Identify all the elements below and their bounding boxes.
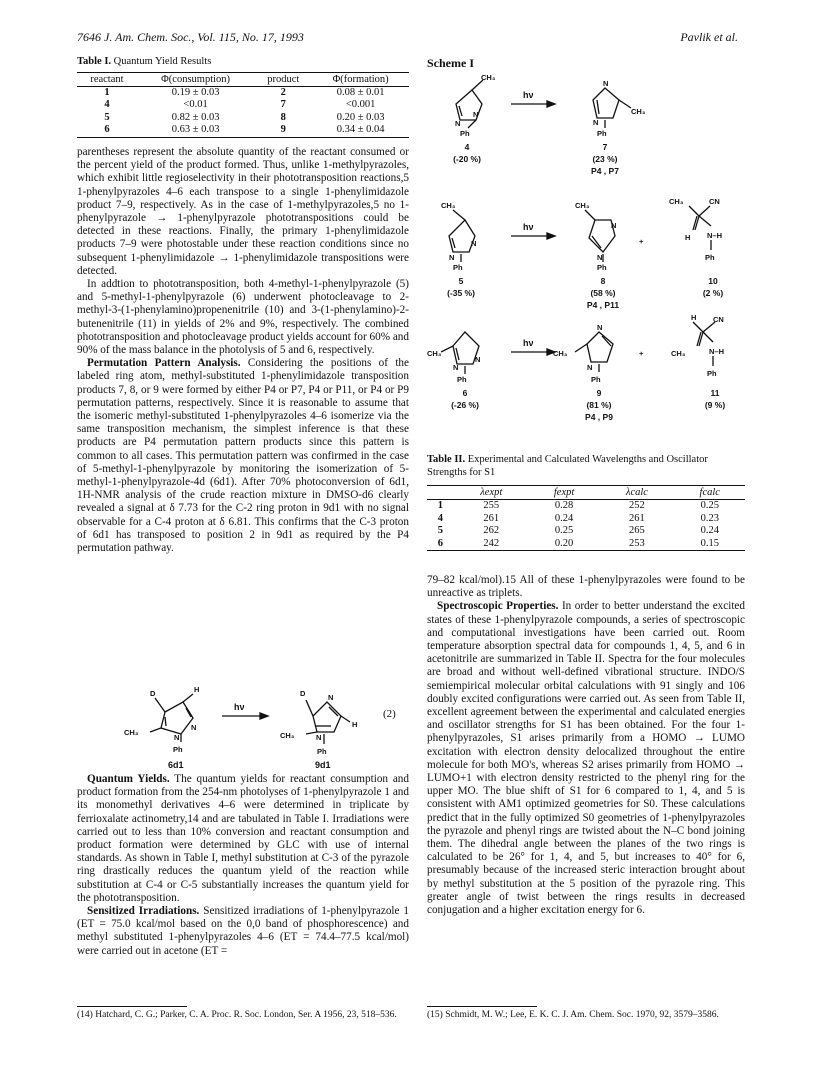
table-2-header: fcalc [699, 487, 720, 498]
svg-text:CH₃: CH₃ [553, 349, 568, 358]
svg-text:Ph: Ph [173, 745, 183, 754]
svg-text:CH₃: CH₃ [481, 73, 496, 82]
svg-text:N–H: N–H [707, 231, 723, 240]
paragraph [427, 600, 745, 917]
section-heading: Spectroscopic Properties. [437, 600, 559, 613]
table-1-grid [77, 72, 409, 138]
equation-number: (2) [383, 708, 396, 720]
yield-label: (2 %) [702, 288, 724, 298]
table-cell: 0.24 [700, 525, 719, 536]
table-2 [427, 454, 745, 551]
svg-text:N: N [316, 733, 322, 742]
table-cell: 0.24 [554, 512, 574, 524]
svg-text:Ph: Ph [457, 375, 467, 384]
paragraph [77, 773, 409, 905]
table-cell: 0.20 [554, 537, 574, 549]
table-cell: 0.25 [554, 525, 574, 536]
table-cell: 242 [483, 537, 500, 549]
table-row [427, 513, 745, 526]
svg-text:N–H: N–H [709, 347, 725, 356]
svg-text:N: N [597, 323, 603, 332]
yield-label: (-20 %) [453, 154, 481, 164]
table-2-header: λexpt [480, 487, 503, 498]
compound-label-5: 5 [458, 276, 464, 286]
table-2-header [427, 486, 454, 500]
table-cell: 0.34 ± 0.04 [336, 124, 385, 135]
pyrazole-ring [161, 702, 193, 734]
table-cell: 0.20 ± 0.03 [336, 111, 385, 123]
svg-text:N: N [453, 363, 459, 372]
equation-2-structures [110, 672, 410, 768]
svg-text:N: N [449, 253, 455, 262]
table-cell: 5 [104, 111, 110, 123]
section-heading: Quantum Yields. [87, 773, 170, 785]
footnote-14 [77, 1006, 409, 1022]
table-cell: 255 [483, 500, 500, 511]
section-heading: Sensitized Irradiations. [87, 905, 200, 918]
table-cell: 253 [629, 537, 645, 549]
permutation-label: P4 , P11 [586, 300, 620, 310]
svg-text:CH₃: CH₃ [280, 731, 295, 740]
table-cell: 4 [104, 99, 110, 110]
svg-text:N: N [603, 79, 609, 88]
yield-label: (-35 %) [447, 288, 475, 298]
yield-label: (23 %) [592, 154, 618, 164]
scheme-1-diagram [427, 70, 745, 448]
svg-text:D: D [300, 689, 306, 698]
table-2-title: Experimental and Calculated Wavelengths and Oscillator Strengths for S1 [427, 454, 708, 478]
permutation-label: P4 , P7 [591, 166, 619, 176]
table-1-header: product [267, 73, 300, 85]
scheme-title: Scheme I [427, 56, 474, 70]
compound-label-6: 6 [462, 388, 468, 398]
compound-label-9: 9 [596, 388, 602, 398]
svg-text:N: N [471, 239, 477, 248]
table-cell: 9 [280, 124, 286, 135]
paragraph: parentheses represent the absolute quantity of the reactant consumed or the percent yield of the product formed. Thus, unlike 1-methylpyrazoles, which exhibit little regioselectivity in their phototransposition reactions,5 1-phenylpyrazoles 4–6 each transpose to a single 1-phenylimidazole product 7–9, respectively. As in the case of 1-methylpyrazoles,5 no 1-phenylpyrazole → 1-phenylpyrazole phototranspositions could be detected in these reactions. Finally, the primary 1-phenylimidazole products 7–9 were photostable under these reaction conditions since no subsequent 1-phenylimidazole → 1-phenylimidazole transpositions were detected. [77, 146, 409, 277]
svg-text:H: H [691, 313, 697, 322]
compound-label-4: 4 [464, 142, 470, 152]
table-row [427, 500, 745, 513]
svg-text:Ph: Ph [591, 375, 601, 384]
paragraph: In addtion to phototransposition, both 4-methyl-1-phenylpyrazole (5) and 5-methyl-1-phenylpyrazole (6) underwent photocleavage to 2-methyl-3-(1-phenylamino)propenenitrile (10) and 3-(1-phenylamino)-2-butenenitrile (11) in yields of 2% and 9%, respectively. The combined phototransposition and photocleavage product yields account for 60% and 90% of the mass balance in the photolysis of 5 and 6, respectively. [77, 278, 409, 357]
svg-text:CH₃: CH₃ [427, 349, 442, 358]
svg-text:CH₃: CH₃ [669, 197, 684, 206]
svg-text:N: N [611, 221, 617, 230]
table-cell: 5 [437, 525, 443, 536]
svg-text:Ph: Ph [597, 263, 607, 272]
svg-text:N: N [475, 355, 481, 364]
compound-label-7: 7 [602, 142, 608, 152]
hv-label: hν [523, 90, 534, 100]
table-cell: 6 [437, 537, 443, 549]
table-cell: 1 [104, 86, 110, 98]
yield-label: (9 %) [704, 400, 726, 410]
table-1-header: Φ(formation) [332, 73, 389, 85]
svg-text:Ph: Ph [317, 747, 327, 756]
table-1-label: Table I. [77, 56, 112, 67]
svg-text:CH₃: CH₃ [671, 349, 686, 358]
table-cell: 262 [483, 525, 500, 536]
table-cell: 0.82 ± 0.03 [171, 111, 220, 123]
paragraph [77, 905, 409, 958]
svg-text:N: N [328, 693, 334, 702]
left-body-top [77, 146, 409, 555]
paragraph-text: Sensitized irradiations of 1-phenylpyrazole 1 (ET = 75.0 kcal/mol based on the 0,0 band of phosphorescence) and methyl substituted 1-phenylpyrazoles 4–6 (ET = 74.4–77.5 kcal/mol) were carried out in acetone (ET = [77, 905, 409, 957]
svg-text:H: H [352, 720, 358, 729]
table-cell: 261 [483, 512, 500, 524]
svg-text:Ph: Ph [597, 129, 607, 138]
svg-text:CH₃: CH₃ [124, 728, 139, 737]
svg-text:CH₃: CH₃ [631, 107, 646, 116]
table-cell: 0.63 ± 0.03 [171, 124, 220, 135]
left-body-bottom [77, 773, 409, 958]
table-cell: 0.28 [554, 500, 574, 511]
yield-label: (58 %) [590, 288, 616, 298]
table-2-label: Table II. [427, 454, 466, 465]
running-header-left: 7646 J. Am. Chem. Soc., Vol. 115, No. 17, 1993 [77, 30, 304, 44]
table-cell: <0.01 [183, 99, 208, 110]
paragraph-text: In order to better understand the excited states of these 1-phenylpyrazole compounds, a series of spectroscopic and computational investigations have been carried out. Room temperature absorption spectral data for compounds 1, 4, 5, and 6 in acetonitrile are summarized in Table II. Spectra for the four molecules are broad and without well-defined vibrational structure. INDO/S semiempirical molecular orbital calculations with 91 singly and 106 doubly excited configurations were carried out. As seen from Table II, excellent agreement between the experimental and calculated energies and oscillator strengths for S1 has been obtained. For the four 1-phenylpyrazoles, S1 arises primarily from a HOMO → LUMO excitation with electron density delocalized throughout the entire molecule for both MO's, whereas S2 arises primarily from HOMO → LUMO+1 with electron density restricted to the phenyl ring for the upper MO. The blue shift of S1 for 6 compared to 1, 4, and 5 is consistent with AM1 optimized geometries for S0. These calculations predict that in the fully optimized S0 geometries of 1-phenylpyrazoles the pyrazole and phenyl rings are twisted about the N–C bond joining them. The dihedral angle between the planes of the two rings is calculated to be 26° for 1, 4, and 5, but increases to 40° for 6, presumably because of the increased steric interaction brought about by methyl substitution at the 5 position of the pyrazole ring. This greater angle of twist between the rings results in decreased conjugation and a higher excitation energy for 6. [427, 600, 745, 917]
table-cell: <0.001 [345, 99, 376, 110]
hv-label: hν [523, 222, 534, 232]
compound-label-8: 8 [600, 276, 606, 286]
table-1-header: Φ(consumption) [161, 73, 231, 85]
table-2-header: fexpt [553, 487, 575, 498]
running-header-right: Pavlik et al. [680, 30, 738, 44]
svg-text:Ph: Ph [707, 369, 717, 378]
table-cell: 7 [280, 99, 286, 110]
footnote-rule [427, 1006, 537, 1007]
svg-text:N: N [593, 118, 599, 127]
paragraph [77, 357, 409, 555]
svg-text:+: + [639, 237, 644, 246]
table-row [427, 525, 745, 538]
table-2-grid [427, 485, 745, 551]
table-2-caption [427, 454, 745, 479]
table-cell: 1 [437, 500, 443, 511]
table-cell: 0.23 [700, 512, 719, 524]
svg-text:H: H [194, 685, 200, 694]
compound-label-11: 11 [710, 388, 720, 398]
svg-text:D: D [150, 689, 156, 698]
table-1 [77, 56, 409, 138]
yield-label: (-26 %) [451, 400, 479, 410]
right-body [427, 574, 745, 917]
table-1-header: reactant [90, 73, 124, 85]
table-1-title: Quantum Yield Results [113, 56, 212, 67]
hv-label: hν [523, 338, 534, 348]
table-cell: 8 [280, 111, 286, 123]
compound-label-10: 10 [708, 276, 718, 286]
svg-text:N: N [174, 733, 180, 742]
table-cell: 4 [437, 512, 443, 524]
compound-label-6d1: 6d1 [168, 760, 184, 768]
table-2-header: λcalc [625, 487, 648, 498]
paragraph-text: The quantum yields for reactant consumption and product formation from the 254-nm photolyses of 1-phenylpyrazole 1 and its monomethyl derivatives 4–6 were determined in triplicate by ferrioxalate actinometry,14 and are tabulated in Table I. Irradiations were carried out to less than 10% conversion and reactant consumption and product formation were determined by GLC with use of internal standards. As shown in Table I, methyl substitution at C-3 of the pyrazole ring drastically reduces the quantum yield of the reaction while substitution at C-4 or C-5 substantially increases the quantum yield for the phototransposition. [77, 773, 409, 904]
paragraph: 79–82 kcal/mol).15 All of these 1-phenylpyrazoles were found to be unreactive as triplets. [427, 574, 745, 600]
table-cell: 265 [629, 525, 645, 536]
table-row [77, 99, 409, 112]
table-row [77, 112, 409, 125]
svg-text:H: H [685, 233, 691, 242]
table-1-caption [77, 56, 409, 69]
svg-text:N: N [473, 110, 479, 119]
paragraph-text: Considering the positions of the labeled ring atom, methyl-substituted 1-phenylimidazole transposition products 7, 8, or 9 were formed by either P4 or P7, P4 or P11, or P4 or P9 permutation patterns, respectively. Since it is reasonable to assume that the isomeric methyl-substituted 1-phenylpyrazoles 4–6 isomerize via the same transposition mechanism, the simplest inference is that these products are P4 permutation pattern products since this pattern is common to all cases. This permutation pattern was confirmed in the case of 5-methyl-1-phenylpyrazole by monitoring the isomerization of 5-methyl-1-phenylpyrazole-4d (6d1). After 70% photoconversion of 6d1, 1H-NMR analysis of the crude reaction mixture in DMSO-d6 clearly revealed a signal at δ 7.73 for the C-2 ring proton in 9d1 with no signal observable for a C-4 proton at δ 6.81. This confirms that the C-3 proton of 6d1 has transposed to position 2 in 9d1 as required by the P4 permutation pathway. [77, 357, 409, 555]
svg-text:CH₃: CH₃ [441, 201, 456, 210]
footnote-text: (15) Schmidt, M. W.; Lee, E. K. C. J. Am. Chem. Soc. 1970, 92, 3579–3586. [427, 1010, 719, 1020]
table-row [427, 538, 745, 551]
table-cell: 261 [629, 512, 645, 524]
footnote-rule [77, 1006, 187, 1007]
table-cell: 0.08 ± 0.01 [336, 86, 385, 98]
svg-text:N: N [597, 253, 603, 262]
footnote-text: (14) Hatchard, C. G.; Parker, C. A. Proc. R. Soc. London, Ser. A 1956, 23, 518–536. [77, 1010, 397, 1020]
svg-text:Ph: Ph [705, 253, 715, 262]
svg-text:N: N [587, 363, 593, 372]
svg-text:Ph: Ph [460, 129, 470, 138]
table-row [77, 86, 409, 99]
table-cell: 0.25 [700, 500, 719, 511]
svg-text:CN: CN [713, 315, 724, 324]
hv-label: hν [234, 702, 245, 712]
table-cell: 252 [629, 500, 645, 511]
table-cell: 2 [280, 86, 286, 98]
table-cell: 0.15 [700, 537, 719, 549]
permutation-label: P4 , P9 [585, 412, 613, 422]
table-cell: 0.19 ± 0.03 [171, 86, 220, 98]
svg-text:N: N [191, 723, 197, 732]
svg-text:CH₃: CH₃ [575, 201, 590, 210]
compound-label-9d1: 9d1 [315, 760, 331, 768]
table-cell: 6 [104, 124, 110, 135]
svg-text:Ph: Ph [453, 263, 463, 272]
svg-text:N: N [455, 119, 461, 128]
section-heading: Permutation Pattern Analysis. [87, 357, 241, 370]
table-row [77, 124, 409, 137]
footnote-15 [427, 1006, 745, 1022]
svg-text:+: + [639, 349, 644, 358]
svg-text:CN: CN [709, 197, 720, 206]
yield-label: (81 %) [586, 400, 612, 410]
